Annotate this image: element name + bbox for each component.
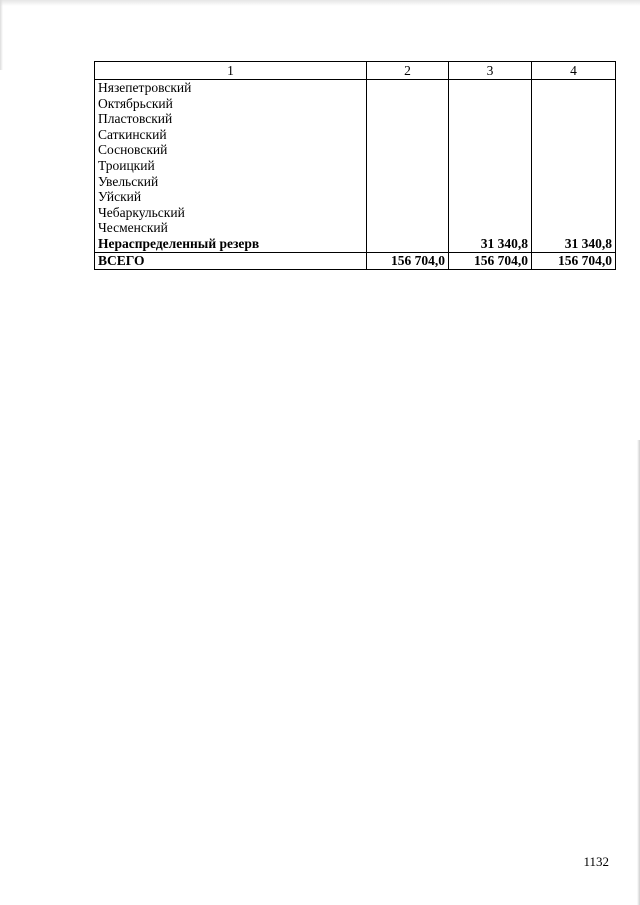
reserve-label: Нераспределенный резерв <box>95 236 367 253</box>
district-name: Октябрьский <box>98 95 173 111</box>
scan-edge-left <box>0 0 3 70</box>
reserve-col4: 31 340,8 <box>532 236 616 253</box>
district-values-col2 <box>367 80 449 236</box>
reserve-col2 <box>367 236 449 253</box>
district-name: Саткинский <box>98 126 167 142</box>
reserve-row <box>95 236 616 253</box>
budget-allocation-table <box>94 61 616 270</box>
district-name: Пластовский <box>98 111 173 127</box>
district-name: Уйский <box>98 189 142 205</box>
total-row <box>95 252 616 269</box>
column-number-3: 3 <box>449 62 532 80</box>
total-col3: 156 704,0 <box>449 252 532 269</box>
district-values-col4 <box>532 80 616 236</box>
district-name: Чебаркульский <box>98 204 185 220</box>
column-number-row <box>95 62 616 80</box>
district-name: Троицкий <box>98 157 155 173</box>
page-number: 1132 <box>583 854 609 869</box>
column-number-4: 4 <box>532 62 616 80</box>
reserve-col3: 31 340,8 <box>449 236 532 253</box>
total-col2: 156 704,0 <box>367 252 449 269</box>
column-number-2: 2 <box>367 62 449 80</box>
total-col4: 156 704,0 <box>532 252 616 269</box>
column-number-1: 1 <box>95 62 367 80</box>
district-names-cell <box>95 80 367 236</box>
district-name: Чесменский <box>98 220 168 236</box>
district-name: Увельский <box>98 173 159 189</box>
district-name: Сосновский <box>98 142 168 158</box>
district-name: Нязепетровский <box>98 80 192 95</box>
scan-edge-top <box>0 0 640 6</box>
district-values-col3 <box>449 80 532 236</box>
districts-row <box>95 80 616 236</box>
total-label: ВСЕГО <box>95 252 367 269</box>
